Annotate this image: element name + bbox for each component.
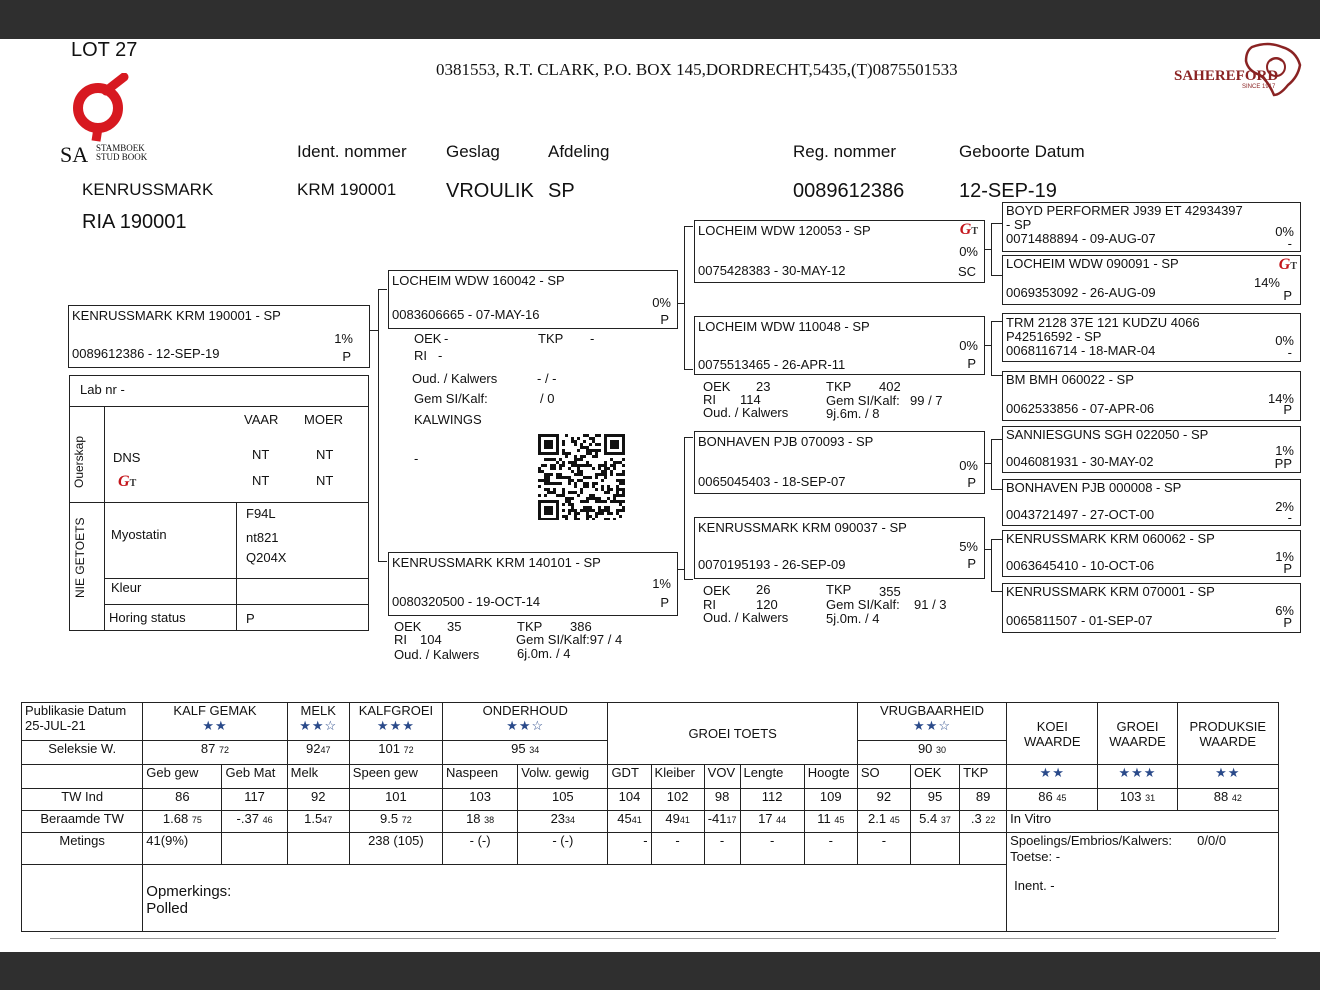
seleksie-melk: 9247 <box>287 741 349 765</box>
dam-oud-value: 6j.0m. / 4 <box>517 646 571 661</box>
opmerkings-cell: Opmerkings: Polled <box>143 865 1007 932</box>
met-cell: 238 (105) <box>349 832 442 865</box>
sire-tkp-label: TKP <box>538 331 564 346</box>
bt-cell: 4541 <box>608 810 651 832</box>
koei-waarde-header: KOEI WAARDE <box>1007 703 1098 765</box>
gp2-oud-value: 9j.6m. / 8 <box>826 406 880 421</box>
melk-header: MELK ★★☆ <box>287 703 349 741</box>
sahereford-brand: SAHEREFORD <box>1174 68 1279 84</box>
bt-cell: 2.1 45 <box>857 810 910 832</box>
groei-index: 103 31 <box>1098 789 1177 811</box>
gt-moer-value: NT <box>316 473 334 488</box>
dns-moer-value: NT <box>316 447 334 462</box>
groei-waarde-header: GROEI WAARDE <box>1098 703 1177 765</box>
qr-code[interactable] <box>538 434 628 520</box>
met-cell: - <box>651 832 704 865</box>
geslag-label: Geslag <box>446 142 500 161</box>
dam-ri-label: RI <box>394 632 407 647</box>
tw-cell: 86 <box>143 789 222 811</box>
bt-cell: -4117 <box>704 810 740 832</box>
sire-ri-value: - <box>438 348 443 363</box>
pedigree-ggp-5: SANNIESGUNS SGH 022050 - SP 0046081931 - 30-MAY-02 1% PP <box>1002 426 1301 473</box>
met-cell: - (-) <box>518 832 608 865</box>
col-melk: Melk <box>287 765 349 789</box>
sa-stud-book-logo <box>66 73 136 143</box>
col-hoogte: Hoogte <box>804 765 857 789</box>
publikasie-cell: Publikasie Datum 25-JUL-21 <box>22 703 143 741</box>
pedigree-dam-box: KENRUSSMARK KRM 140101 - SP 0080320500 - 19-OCT-14 1% P <box>388 552 678 616</box>
reg-value: 0089612386 <box>793 180 905 202</box>
tw-cell: 105 <box>518 789 608 811</box>
pedigree-ggp-8: KENRUSSMARK KRM 070001 - SP 0065811507 - 01-SEP-07 6% P <box>1002 583 1301 633</box>
tw-cell: 92 <box>287 789 349 811</box>
tw-cell: 98 <box>704 789 740 811</box>
sire-oud-label: Oud. / Kalwers <box>412 371 498 386</box>
reg-label: Reg. nommer <box>793 142 896 161</box>
groei-toets-header: GROEI TOETS <box>608 703 857 765</box>
pedigree-gp-2: LOCHEIM WDW 110048 - SP 0075513465 - 26-APR-11 0% P <box>694 316 985 375</box>
gp4-tkp-label: TKP <box>826 582 852 597</box>
gp2-gem-label: Gem SI/Kalf: <box>826 393 900 408</box>
dam-oek-label: OEK <box>394 619 422 634</box>
breeding-values-table <box>21 702 1279 932</box>
metings-label: Metings <box>22 832 143 865</box>
gp2-oud-label: Oud. / Kalwers <box>703 405 789 420</box>
bt-cell: 9.5 72 <box>349 810 442 832</box>
col-geb-gew: Geb gew <box>143 765 222 789</box>
afdeling-value: SP <box>548 180 575 202</box>
gp4-gem-label: Gem SI/Kalf: <box>826 597 900 612</box>
pedigree-ggp-2: LOCHEIM WDW 090091 - SP 0069353092 - 26-AUG-09 14% P GT <box>1002 255 1301 305</box>
gp4-tkp-value: 355 <box>879 584 901 599</box>
bt-cell: 18 38 <box>443 810 518 832</box>
kalwings-label: KALWINGS <box>414 412 482 427</box>
metings-row <box>22 832 1279 865</box>
sire-gem-value: / 0 <box>540 391 555 406</box>
onderhoud-header: ONDERHOUD ★★☆ <box>443 703 608 741</box>
met-cell: - <box>704 832 740 865</box>
myostatin-label: Myostatin <box>111 527 167 542</box>
pedigree-gp-4: KENRUSSMARK KRM 090037 - SP 0070195193 - 26-SEP-09 5% P <box>694 517 985 579</box>
col-so: SO <box>857 765 910 789</box>
tw-cell: 117 <box>222 789 287 811</box>
met-cell <box>287 832 349 865</box>
kleur-label: Kleur <box>111 580 142 595</box>
nie-getoets-label: NIE GETOETS <box>73 517 87 598</box>
vaar-label: VAAR <box>244 412 279 427</box>
dam-oud-label: Oud. / Kalwers <box>394 647 480 662</box>
stud-book-sa: SA <box>60 142 89 167</box>
gp2-oek-label: OEK <box>703 379 731 394</box>
gp4-ri-label: RI <box>703 597 716 612</box>
pedigree-ggp-4: BM BMH 060022 - SP 0062533856 - 07-APR-06 14% P <box>1002 371 1301 421</box>
gt-vaar-value: NT <box>252 473 270 488</box>
dns-vaar-value: NT <box>252 447 270 462</box>
groei-stars: ★★★ <box>1098 765 1177 789</box>
beraamde-tw-row <box>22 810 1279 832</box>
catalog-page <box>0 39 1320 952</box>
col-naspeen: Naspeen <box>443 765 518 789</box>
tw-cell: 102 <box>651 789 704 811</box>
pedigree-animal-box: KENRUSSMARK KRM 190001 - SP 0089612386 - 12-SEP-19 1% P <box>68 305 370 368</box>
myostatin-q204x: Q204X <box>246 550 287 565</box>
tw-cell: 109 <box>804 789 857 811</box>
seleksie-onderhoud: 95 34 <box>443 741 608 765</box>
col-volw-gewig: Volw. gewig <box>518 765 608 789</box>
gp2-gem-value: 99 / 7 <box>910 393 943 408</box>
seleksie-kalfgroei: 101 72 <box>349 741 442 765</box>
kalf-gemak-header: KALF GEMAK ★★ <box>143 703 287 741</box>
genotype-tested-icon: GT <box>118 473 137 490</box>
pedigree-ggp-6: BONHAVEN PJB 000008 - SP 0043721497 - 27-OCT-00 2% - <box>1002 479 1301 526</box>
gp4-oud-label: Oud. / Kalwers <box>703 610 789 625</box>
pedigree-ggp-1: BOYD PERFORMER J939 ET 42934397 - SP 0071488894 - 09-AUG-07 0% - <box>1002 202 1301 252</box>
gp2-tkp-label: TKP <box>826 379 852 394</box>
pedigree-gp-1: LOCHEIM WDW 120053 - SP 0075428383 - 30-MAY-12 0% SC GT <box>694 220 985 283</box>
gp2-ri-label: RI <box>703 392 716 407</box>
met-cell: 41(9%) <box>143 832 222 865</box>
koei-stars: ★★ <box>1007 765 1098 789</box>
ident-value: KRM 190001 <box>297 180 397 199</box>
gp4-oek-label: OEK <box>703 583 731 598</box>
dam-gem: Gem SI/Kalf:97 / 4 <box>516 632 623 647</box>
gp4-oud-value: 5j.0m. / 4 <box>826 611 880 626</box>
pedigree-gp-3: BONHAVEN PJB 070093 - SP 0065045403 - 18-SEP-07 0% P <box>694 431 985 494</box>
met-cell <box>222 832 287 865</box>
pedigree-ggp-3: TRM 2128 37E 121 KUDZU 4066 P42516592 - SP 0068116714 - 18-MAR-04 0% - <box>1002 313 1301 362</box>
in-vitro-details: Spoelings/Embrios/Kalwers: 0/0/0 Toetse: - Inent. - <box>1007 832 1279 931</box>
bt-cell: 1.547 <box>287 810 349 832</box>
seleksie-vrug: 90 30 <box>857 741 1006 765</box>
tw-cell: 95 <box>910 789 959 811</box>
breeder-line: 0381553, R.T. CLARK, P.O. BOX 145,DORDRECHT,5435,(T)0875501533 <box>436 60 958 79</box>
dns-label: DNS <box>113 450 141 465</box>
met-cell <box>960 832 1007 865</box>
geslag-value: VROULIK <box>446 180 534 202</box>
tw-cell: 104 <box>608 789 651 811</box>
bt-cell: 17 44 <box>740 810 804 832</box>
lot-number: LOT 27 <box>71 39 138 61</box>
gp4-ri-value: 120 <box>756 597 778 612</box>
met-cell: - <box>857 832 910 865</box>
tw-cell: 103 <box>443 789 518 811</box>
dam-tkp-label: TKP <box>517 619 543 634</box>
gp4-oek-value: 26 <box>756 582 771 597</box>
animal-name: RIA 190001 <box>82 211 187 233</box>
sire-oud-value: - / - <box>537 371 557 386</box>
sire-tkp-value: - <box>590 331 595 346</box>
kalfgroei-header: KALFGROEI ★★★ <box>349 703 442 741</box>
myostatin-nt821: nt821 <box>246 530 279 545</box>
col-vov: VOV <box>704 765 740 789</box>
stud-book-text: STAMBOEK STUD BOOK <box>96 143 148 162</box>
gp4-gem-value: 91 / 3 <box>914 597 947 612</box>
geboorte-label: Geboorte Datum <box>959 142 1085 161</box>
bt-label: Beraamde TW <box>22 810 143 832</box>
tw-cell: 101 <box>349 789 442 811</box>
dam-ri-value: 104 <box>420 632 442 647</box>
col-speen-gew: Speen gew <box>349 765 442 789</box>
vrugbaarheid-header: VRUGBAARHEID ★★☆ <box>857 703 1006 741</box>
bt-cell: 11 45 <box>804 810 857 832</box>
koei-index: 86 45 <box>1007 789 1098 811</box>
tw-ind-row <box>22 789 1279 811</box>
kalwings-value: - <box>414 451 419 466</box>
seleksie-label: Seleksie W. <box>22 741 143 765</box>
tw-cell: 92 <box>857 789 910 811</box>
herd-name: KENRUSSMARK <box>82 180 214 199</box>
horing-value: P <box>246 611 255 626</box>
geboorte-value: 12-SEP-19 <box>959 180 1057 202</box>
viewer-bottom-bar <box>0 952 1320 990</box>
afdeling-label: Afdeling <box>548 142 610 161</box>
bt-cell: 1.68 75 <box>143 810 222 832</box>
sahereford-since: SINCE 1917 <box>1242 84 1276 90</box>
pedigree-sire-box: LOCHEIM WDW 160042 - SP 0083606665 - 07-MAY-16 0% P <box>388 270 678 329</box>
myostatin-f94l: F94L <box>246 506 276 521</box>
sire-oek-label: OEK <box>414 331 442 346</box>
col-lengte: Lengte <box>740 765 804 789</box>
viewer-top-bar <box>0 0 1320 39</box>
bt-cell: -.37 46 <box>222 810 287 832</box>
column-header-row <box>22 765 1279 789</box>
col-geb-mat: Geb Mat <box>222 765 287 789</box>
met-cell: - (-) <box>443 832 518 865</box>
met-cell: - <box>608 832 651 865</box>
sire-gem-label: Gem SI/Kalf: <box>414 391 488 406</box>
gp2-tkp-value: 402 <box>879 379 901 394</box>
tw-cell: 112 <box>740 789 804 811</box>
col-kleiber: Kleiber <box>651 765 704 789</box>
dam-oek-value: 35 <box>447 619 462 634</box>
produksie-waarde-header: PRODUKSIE WAARDE <box>1177 703 1278 765</box>
col-oek: OEK <box>910 765 959 789</box>
gp2-ri-value: 114 <box>740 392 761 407</box>
gp2-oek-value: 23 <box>756 379 771 394</box>
genotype-tested-icon: GT <box>959 221 978 238</box>
met-cell <box>910 832 959 865</box>
moer-label: MOER <box>304 412 343 427</box>
seleksie-kalf: 87 72 <box>143 741 287 765</box>
bt-cell: 4941 <box>651 810 704 832</box>
horing-label: Horing status <box>109 610 186 625</box>
bt-cell: 2334 <box>518 810 608 832</box>
tw-cell: 89 <box>960 789 1007 811</box>
col-tkp: TKP <box>960 765 1007 789</box>
in-vitro-label: In Vitro <box>1007 810 1279 832</box>
genotype-tested-icon: GT <box>1278 256 1297 273</box>
lab-results-panel <box>69 375 369 631</box>
lab-nr: Lab nr - <box>80 382 125 397</box>
bt-cell: .3 22 <box>960 810 1007 832</box>
col-gdt: GDT <box>608 765 651 789</box>
dam-tkp-value: 386 <box>570 619 592 634</box>
ident-label: Ident. nommer <box>297 142 407 161</box>
pedigree-ggp-7: KENRUSSMARK KRM 060062 - SP 0063645410 - 10-OCT-06 1% P <box>1002 530 1301 577</box>
sire-oek-value: - <box>444 331 449 346</box>
produksie-stars: ★★ <box>1177 765 1278 789</box>
ouerskap-label: Ouerskap <box>72 435 86 488</box>
met-cell: - <box>804 832 857 865</box>
tw-label: TW Ind <box>22 789 143 811</box>
produksie-index: 88 42 <box>1177 789 1278 811</box>
bt-cell: 5.4 37 <box>910 810 959 832</box>
sire-ri-label: RI <box>414 348 427 363</box>
met-cell: - <box>740 832 804 865</box>
